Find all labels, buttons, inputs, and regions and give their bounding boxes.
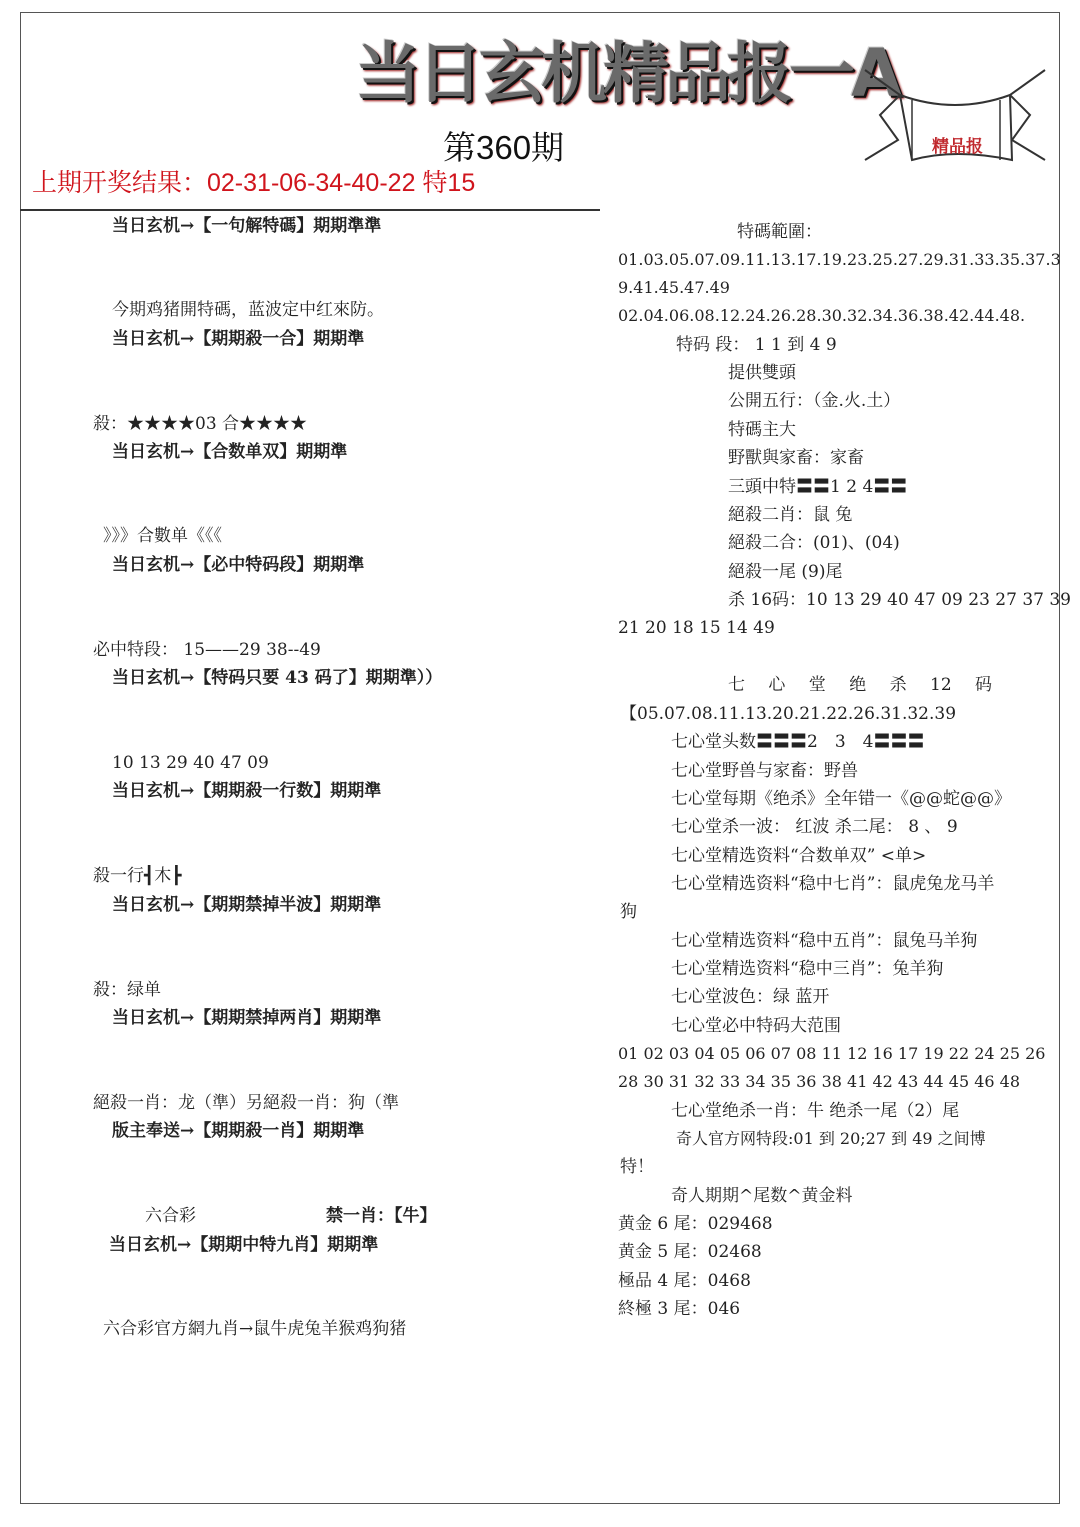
right-line: 公開五行：（金.火.土） — [728, 391, 901, 411]
left-line: 当日玄机→【特码只要 43 码了】期期準）） — [112, 668, 443, 688]
left-line: 今期鸡猪開特碼，蓝波定中红來防。 — [112, 300, 384, 320]
right-line: 七心堂精选资料“稳中三肖”：兔羊狗 — [671, 959, 944, 979]
right-line: 絕殺一尾 (9)尾 — [728, 562, 843, 582]
right-line: 七心堂精选资料“合数单双” <单> — [671, 846, 927, 866]
right-line: 狗 — [620, 902, 637, 922]
right-line: 奇人期期^尾数^黄金料 — [671, 1186, 853, 1206]
right-line: 七心堂野兽与家畜：野兽 — [671, 761, 858, 781]
left-line: 禁一肖：【牛】 — [326, 1206, 437, 1226]
right-line: 01.03.05.07.09.11.13.17.19.23.25.27.29.31.33.35.37.3 — [618, 250, 1061, 269]
right-line: 02.04.06.08.12.24.26.28.30.32.34.36.38.42.44.48. — [618, 306, 1026, 325]
banner-title: 当日玄机精品报一A — [355, 35, 899, 112]
divider — [20, 209, 600, 211]
right-line: 特碼主大 — [728, 420, 796, 440]
right-line: 七心堂绝杀一肖：牛 绝杀一尾（2）尾 — [671, 1101, 960, 1121]
left-line: 殺：★★★★03 合★★★★ — [93, 414, 308, 434]
left-line: 必中特段： 15——29 38--49 — [93, 640, 321, 660]
right-line: 七心堂每期《绝杀》全年错一《@@蛇@@》 — [671, 789, 1011, 809]
right-line: 9.41.45.47.49 — [618, 278, 730, 297]
right-line: 極品 4 尾：0468 — [618, 1271, 751, 1291]
right-line: 七心堂精选资料“稳中五肖”：鼠兔马羊狗 — [671, 931, 978, 951]
left-line: 》》》合數单《《《 — [103, 526, 222, 546]
right-line: 七心堂头数〓〓〓2 3 4〓〓〓 — [671, 732, 925, 752]
left-line: 絕殺一肖：龙（準）另絕殺一肖：狗（準 — [93, 1093, 399, 1113]
left-line: 六合彩 — [145, 1206, 196, 1226]
left-line: 当日玄机→【必中特码段】期期準 — [112, 555, 365, 575]
issue-number: 第360期 — [443, 129, 565, 166]
right-line: 特碼範圍： — [737, 222, 822, 242]
right-line: 三頭中特〓〓1 2 4〓〓 — [728, 477, 908, 497]
right-line: 七心堂精选资料“稳中七肖”：鼠虎兔龙马羊 — [671, 874, 995, 894]
right-line: 提供雙頭 — [728, 363, 796, 383]
left-line: 当日玄机→【期期殺一行数】期期準 — [112, 781, 382, 801]
right-line: 七心堂必中特码大范围 — [671, 1016, 841, 1036]
left-line: 10 13 29 40 47 09 — [112, 753, 269, 773]
right-line: 奇人官方网特段:01 到 20;27 到 49 之间博 — [676, 1129, 986, 1148]
left-line: 六合彩官方網九肖→鼠牛虎兔羊猴鸡狗猪 — [103, 1319, 407, 1339]
right-line: 絕殺二合：(01)、(04) — [728, 533, 900, 553]
right-line: 特码 段： 1 1 到 4 9 — [676, 335, 837, 355]
badge-label: 精品报 — [932, 137, 983, 157]
left-line: 当日玄机→【期期殺一合】期期準 — [112, 329, 365, 349]
right-line: 28 30 31 32 33 34 35 36 38 41 42 43 44 45 46 48 — [618, 1072, 1021, 1091]
left-line: 当日玄机→【期期中特九肖】期期準 — [109, 1235, 379, 1255]
right-line: 黄金 6 尾：029468 — [618, 1214, 773, 1234]
right-line: 七 心 堂 绝 杀 12 码 — [728, 675, 993, 695]
left-line: 殺：绿单 — [93, 980, 161, 1000]
right-line: 野獸與家畜：家畜 — [728, 448, 864, 468]
left-line: 当日玄机→【一句解特碼】期期準準 — [112, 216, 382, 236]
right-line: 黄金 5 尾：02468 — [618, 1242, 762, 1262]
right-line: 01 02 03 04 05 06 07 08 11 12 16 17 19 22 24 25 26 — [618, 1044, 1046, 1063]
left-line: 当日玄机→【期期禁掉半波】期期準 — [112, 895, 382, 915]
right-line: 終極 3 尾：046 — [618, 1299, 741, 1319]
left-line: 当日玄机→【合数单双】期期準 — [112, 442, 348, 462]
right-line: 七心堂杀一波： 红波 杀二尾： 8 、 9 — [671, 817, 958, 837]
right-line: 特！ — [620, 1157, 654, 1177]
right-line: 絕殺二肖：鼠 兔 — [728, 505, 853, 525]
right-line: 21 20 18 15 14 49 — [618, 618, 775, 638]
right-line: 【05.07.08.11.13.20.21.22.26.31.32.39 — [620, 704, 957, 724]
last-result: 上期开奖结果：02-31-06-34-40-22 特15 — [32, 169, 476, 197]
right-line: 杀 16码：10 13 29 40 47 09 23 27 37 39 — [728, 590, 1071, 610]
left-line: 版主奉送→【期期殺一肖】期期準 — [112, 1121, 365, 1141]
left-line: 殺一行┫木┣ — [93, 866, 182, 886]
right-line: 七心堂波色：绿 蓝开 — [671, 987, 830, 1007]
left-line: 当日玄机→【期期禁掉两肖】期期準 — [112, 1008, 382, 1028]
